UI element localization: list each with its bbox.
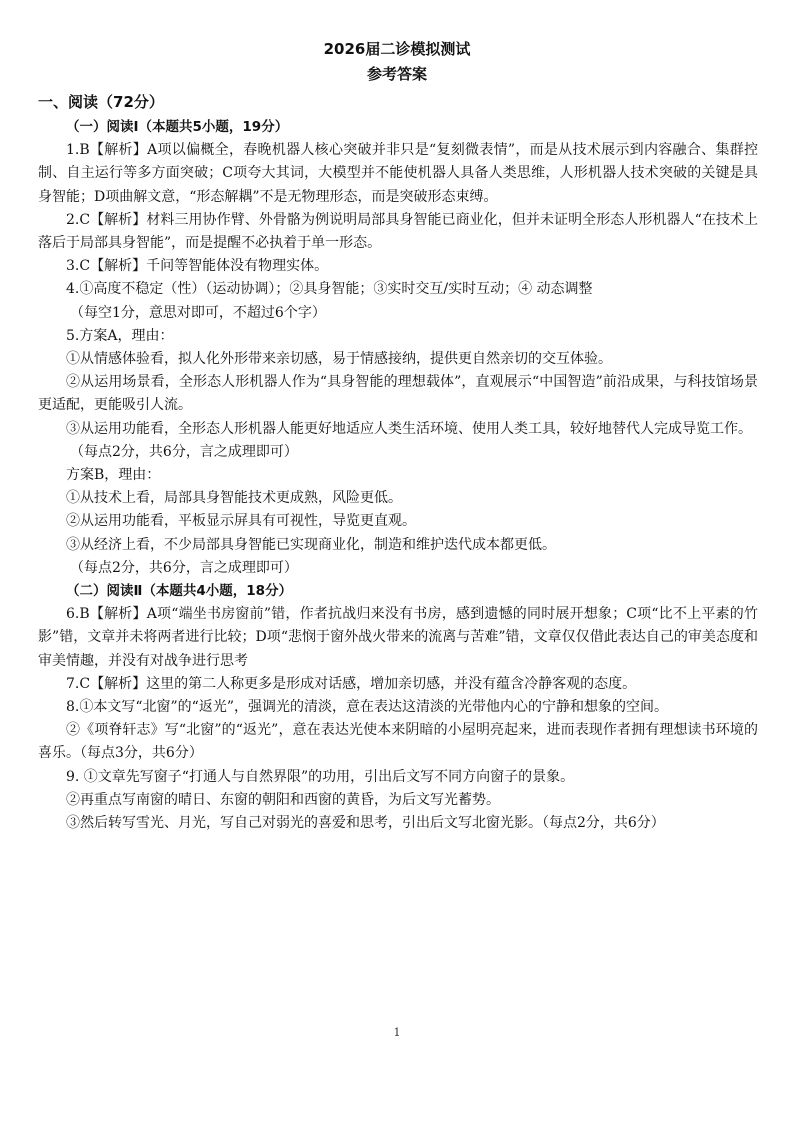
answer-paragraph: 4.①高度不稳定（性）（运动协调）；②具身智能；③实时交互/实时互动；④ 动态调整 xyxy=(66,281,593,298)
answer-paragraph: ①从技术上看，局部具身智能技术更成熟，风险更低。 xyxy=(66,490,402,507)
answer-paragraph: 2.C【解析】材料三用协作臂、外骨骼为例说明局部具身智能已商业化，但并未证明全形态人形机器人“在技术上落后于局部具身智能”，而是提醒不必执着于单一形态。 xyxy=(38,211,758,252)
answer-paragraph: 5.方案A，理由： xyxy=(66,327,174,344)
page-subtitle: 参考答案 xyxy=(366,65,427,83)
answer-body xyxy=(38,116,758,835)
answer-paragraph: ①从情感体验看，拟人化外形带来亲切感，易于情感接纳，提供更自然亲切的交互体验。 xyxy=(66,351,612,368)
answer-paragraph: ③从经济上看，不少局部具身智能已实现商业化，制造和维护迭代成本都更低。 xyxy=(66,536,556,553)
scoring-note: （每点2分，共6分，言之成理即可） xyxy=(70,443,298,460)
answer-paragraph: 8.①本文写“北窗”的“返光”，强调光的清淡，意在表达这清淡的光带他内心的宁静和想象的空间。 xyxy=(66,699,668,716)
subsection-heading: （一）阅读Ⅰ（本题共5小题，19分） xyxy=(66,119,289,135)
answer-paragraph: 方案B，理由： xyxy=(66,467,161,484)
answer-paragraph: 9. ①文章先写窗子“打通人与自然界限”的功用，引出后文写不同方向窗子的景象。 xyxy=(66,768,575,785)
answer-paragraph: ③然后转写雪光、月光，写自己对弱光的喜爱和思考，引出后文写北窗光影。（每点2分，共6分） xyxy=(66,815,665,832)
answer-paragraph: ③从运用功能看，全形态人形机器人能更好地适应人类生活环境、使用人类工具，较好地替代人完成导览工作。 xyxy=(66,420,752,437)
section-heading: 一、阅读（72分） xyxy=(38,93,164,111)
answer-paragraph: 6.B【解析】A项“端坐书房窗前”错，作者抗战归来没有书房，感到遗憾的同时展开想象；C项“比不上平素的竹影”错，文章并未将两者进行比较；D项“悲悯于窗外战火带来的流离与苦难”错，文章仅仅借此表达自己的审美态度和审美情趣，并没有对战争进行思考 xyxy=(38,606,758,669)
scoring-note: （每空1分，意思对即可，不超过6个字） xyxy=(70,304,326,321)
subsection-heading: （二）阅读Ⅱ（本题共4小题，18分） xyxy=(66,583,293,600)
answer-paragraph: ②从运用场景看，全形态人形机器人作为“具身智能的理想载体”，直观展示“中国智造”前沿成果，与科技馆场景更适配，更能吸引人流。 xyxy=(38,374,758,414)
page-number: 1 xyxy=(393,1026,401,1039)
answer-paragraph: ②再重点写南窗的晴日、东窗的朝阳和西窗的黄昏，为后文写光蓄势。 xyxy=(66,791,500,808)
page-title: 2026届二诊模拟测试 xyxy=(323,40,471,58)
answer-paragraph: 7.C【解析】这里的第二人称更多是形成对话感，增加亲切感，并没有蕴含冷静客观的态度。 xyxy=(66,675,637,692)
scoring-note: （每点2分，共6分，言之成理即可） xyxy=(70,559,298,576)
answer-paragraph: 1.B【解析】A项以偏概全，春晚机器人核心突破并非只是“复刻微表情”，而是从技术展示到内容融合、集群控制、自主运行等多方面突破；C项夸大其词，大模型并不能使机器人具备人类思维，人形机器人技术突破的关键是具身智能；D项曲解文意，“形态解耦”不是无物理形态，而是突破形态束缚。 xyxy=(38,142,758,205)
answer-paragraph: ②《项脊轩志》写“北窗”的“返光”，意在表达光使本来阴暗的小屋明亮起来，进而表现作者拥有理想读书环境的喜乐。（每点3分，共6分） xyxy=(38,722,758,762)
answer-paragraph: ②从运用功能看，平板显示屏具有可视性，导览更直观。 xyxy=(66,513,416,530)
answer-paragraph: 3.C【解析】千问等智能体没有物理实体。 xyxy=(66,258,329,275)
